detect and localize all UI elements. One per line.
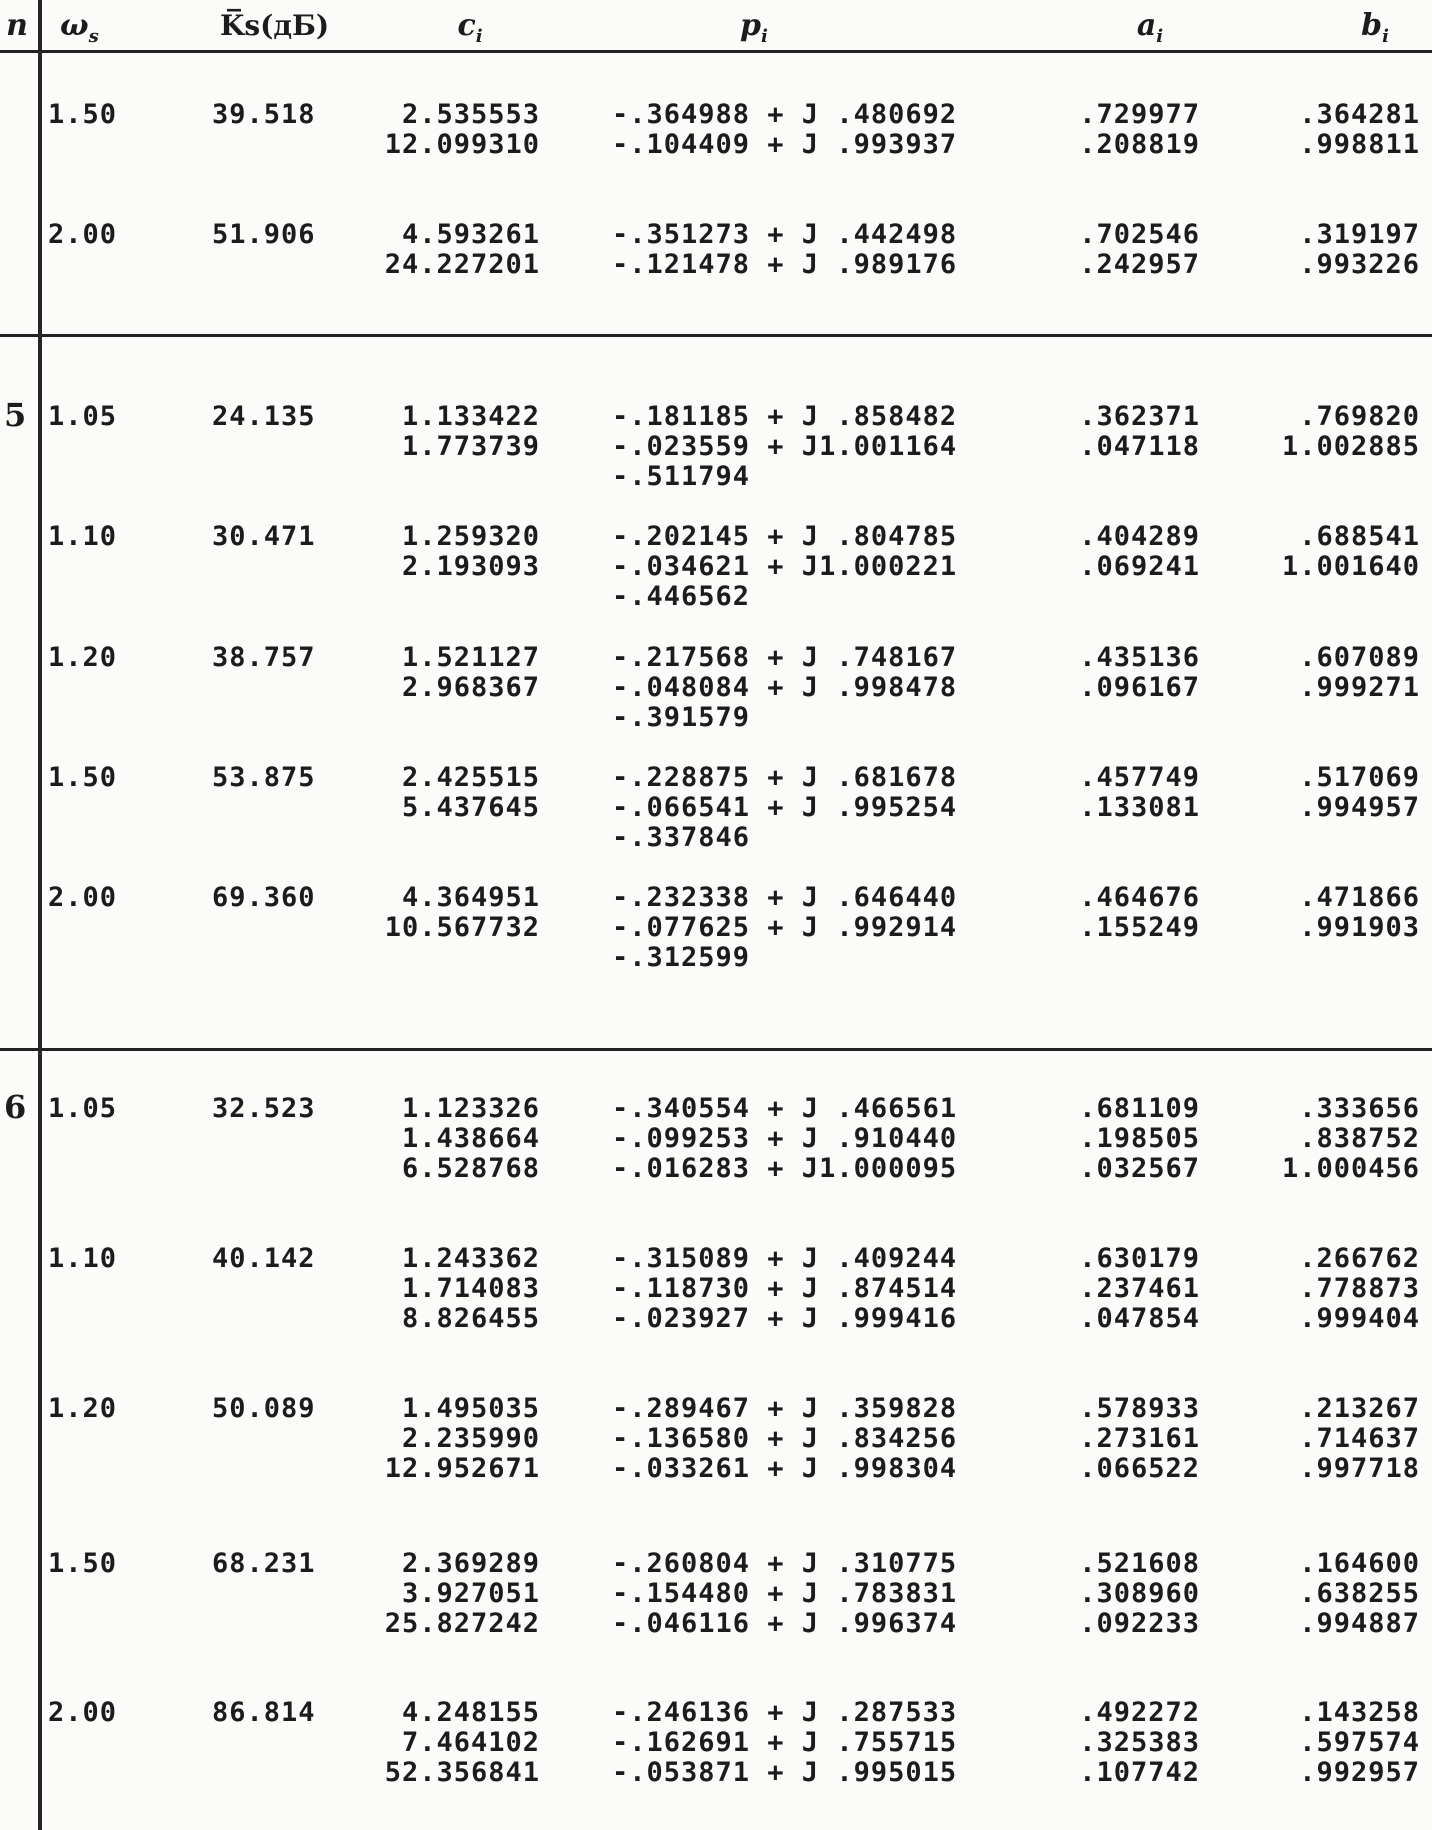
header-omega-sub: s (88, 26, 99, 47)
cell-p (612, 402, 957, 492)
cell-line: -.023559 + J1.001164 (612, 431, 958, 462)
cell-line: -.232338 + J .646440 (612, 882, 958, 913)
cell-line: .364281 (1299, 99, 1420, 130)
cell-ws: 2.00 (48, 219, 118, 250)
order-label: 5 (4, 396, 27, 434)
cell-line: -.053871 + J .995015 (612, 1757, 958, 1788)
section-divider (0, 334, 1432, 337)
cell-c (350, 1094, 540, 1184)
cell-line: -.033261 + J .998304 (612, 1453, 958, 1484)
cell-line: -.046116 + J .996374 (612, 1608, 958, 1639)
cell-ws: 1.20 (48, 1393, 118, 1424)
cell-b (1250, 1094, 1420, 1184)
cell-line: .607089 (1299, 642, 1420, 673)
cell-line: .325383 (1079, 1727, 1200, 1758)
cell-line: .092233 (1079, 1608, 1200, 1639)
cell-line: .047118 (1079, 431, 1200, 462)
cell-line: .630179 (1079, 1243, 1200, 1274)
cell-line: -.136580 + J .834256 (612, 1423, 958, 1454)
cell-b (1250, 1244, 1420, 1334)
cell-line: 25.827242 (384, 1608, 540, 1639)
cell-line: -.181185 + J .858482 (612, 401, 958, 432)
cell-line: .047854 (1079, 1303, 1200, 1334)
cell-p (612, 1698, 957, 1788)
cell-line: .435136 (1079, 642, 1200, 673)
cell-ws: 1.10 (48, 1243, 118, 1274)
header-a-text: a (1136, 8, 1157, 43)
cell-ws: 1.50 (48, 1548, 118, 1579)
order-label: 6 (4, 1088, 27, 1126)
cell-line: 1.001640 (1281, 551, 1420, 582)
cell-line: 1.714083 (401, 1273, 540, 1304)
cell-line: .198505 (1079, 1123, 1200, 1154)
cell-ks: 39.518 (212, 99, 316, 130)
cell-p (612, 1244, 957, 1334)
cell-c (350, 522, 540, 582)
cell-line: .993226 (1299, 249, 1420, 280)
cell-line: 2.369289 (401, 1548, 540, 1579)
cell-p (612, 100, 957, 160)
header-b-sub: i (1382, 26, 1389, 47)
cell-line: -.511794 (612, 461, 751, 492)
cell-line: 2.425515 (401, 762, 540, 793)
section-divider (0, 1048, 1432, 1051)
cell-line: 24.227201 (384, 249, 540, 280)
cell-p (612, 763, 957, 853)
cell-a (1050, 1394, 1200, 1484)
cell-line: .702546 (1079, 219, 1200, 250)
cell-c (350, 1698, 540, 1788)
cell-a (1050, 643, 1200, 703)
cell-a (1050, 220, 1200, 280)
cell-line: -.228875 + J .681678 (612, 762, 958, 793)
cell-line: .164600 (1299, 1548, 1420, 1579)
cell-line: .208819 (1079, 129, 1200, 160)
cell-line: -.162691 + J .755715 (612, 1727, 958, 1758)
cell-c (350, 1394, 540, 1484)
cell-line: -.446562 (612, 581, 751, 612)
cell-b (1250, 100, 1420, 160)
cell-b (1250, 1549, 1420, 1639)
cell-ws: 1.05 (48, 401, 118, 432)
cell-c (350, 402, 540, 462)
cell-ks: 51.906 (212, 219, 316, 250)
cell-line: .143258 (1299, 1697, 1420, 1728)
cell-a (1050, 883, 1200, 943)
cell-ks: 38.757 (212, 642, 316, 673)
cell-line: .688541 (1299, 521, 1420, 552)
cell-a (1050, 402, 1200, 462)
cell-line: -.066541 + J .995254 (612, 792, 958, 823)
cell-c (350, 883, 540, 943)
cell-line: .237461 (1079, 1273, 1200, 1304)
cell-line: .471866 (1299, 882, 1420, 913)
cell-line: .638255 (1299, 1578, 1420, 1609)
cell-a (1050, 1244, 1200, 1334)
cell-line: -.154480 + J .783831 (612, 1578, 958, 1609)
cell-line: .242957 (1079, 249, 1200, 280)
cell-line: 1.773739 (401, 431, 540, 462)
cell-line: .464676 (1079, 882, 1200, 913)
cell-line: .997718 (1299, 1453, 1420, 1484)
cell-line: 4.248155 (401, 1697, 540, 1728)
cell-line: -.023927 + J .999416 (612, 1303, 958, 1334)
cell-p (612, 1394, 957, 1484)
cell-line: 1.259320 (401, 521, 540, 552)
cell-line: 5.437645 (401, 792, 540, 823)
cell-p (612, 1549, 957, 1639)
cell-line: -.364988 + J .480692 (612, 99, 958, 130)
cell-b (1250, 402, 1420, 462)
header-c-text: c (457, 8, 476, 43)
cell-line: .273161 (1079, 1423, 1200, 1454)
cell-line: .107742 (1079, 1757, 1200, 1788)
cell-line: 10.567732 (384, 912, 540, 943)
cell-ks: 32.523 (212, 1093, 316, 1124)
cell-a (1050, 1549, 1200, 1639)
cell-line: -.289467 + J .359828 (612, 1393, 958, 1424)
cell-line: .155249 (1079, 912, 1200, 943)
cell-ws: 2.00 (48, 1697, 118, 1728)
cell-line: -.202145 + J .804785 (612, 521, 958, 552)
header-p (740, 0, 820, 52)
cell-line: .994957 (1299, 792, 1420, 823)
cell-line: -.118730 + J .874514 (612, 1273, 958, 1304)
cell-ks: 24.135 (212, 401, 316, 432)
cell-line: .994887 (1299, 1608, 1420, 1639)
header-a (1120, 0, 1180, 52)
cell-a (1050, 522, 1200, 582)
cell-line: .069241 (1079, 551, 1200, 582)
cell-line: 1.002885 (1281, 431, 1420, 462)
cell-c (350, 100, 540, 160)
cell-line: .032567 (1079, 1153, 1200, 1184)
cell-line: .517069 (1299, 762, 1420, 793)
cell-ws: 2.00 (48, 882, 118, 913)
cell-b (1250, 1698, 1420, 1788)
cell-line: .362371 (1079, 401, 1200, 432)
cell-line: 1.521127 (401, 642, 540, 673)
cell-line: -.260804 + J .310775 (612, 1548, 958, 1579)
header-c (440, 0, 500, 52)
cell-line: 52.356841 (384, 1757, 540, 1788)
cell-line: .597574 (1299, 1727, 1420, 1758)
cell-line: .457749 (1079, 762, 1200, 793)
header-p-sub: i (760, 26, 768, 47)
cell-a (1050, 1698, 1200, 1788)
cell-ks: 68.231 (212, 1548, 316, 1579)
cell-line: 1.495035 (401, 1393, 540, 1424)
cell-line: .769820 (1299, 401, 1420, 432)
cell-line: -.351273 + J .442498 (612, 219, 958, 250)
cell-ws: 1.50 (48, 99, 118, 130)
cell-ks: 69.360 (212, 882, 316, 913)
cell-line: 2.968367 (401, 672, 540, 703)
cell-line: 4.593261 (401, 219, 540, 250)
cell-c (350, 643, 540, 703)
cell-a (1050, 1094, 1200, 1184)
cell-line: .213267 (1299, 1393, 1420, 1424)
header-a-sub: i (1156, 26, 1164, 47)
cell-line: 1.133422 (401, 401, 540, 432)
cell-line: .992957 (1299, 1757, 1420, 1788)
cell-line: .404289 (1079, 521, 1200, 552)
cell-line: -.121478 + J .989176 (612, 249, 958, 280)
cell-line: -.340554 + J .466561 (612, 1093, 958, 1124)
cell-p (612, 1094, 957, 1184)
cell-line: .319197 (1299, 219, 1420, 250)
cell-line: -.104409 + J .993937 (612, 129, 958, 160)
cell-line: 2.535553 (401, 99, 540, 130)
cell-c (350, 220, 540, 280)
cell-line: .066522 (1079, 1453, 1200, 1484)
cell-ks: 86.814 (212, 1697, 316, 1728)
cell-b (1250, 883, 1420, 943)
cell-b (1250, 522, 1420, 582)
cell-line: 1.243362 (401, 1243, 540, 1274)
cell-a (1050, 100, 1200, 160)
cell-line: .998811 (1299, 129, 1420, 160)
cell-line: 4.364951 (401, 882, 540, 913)
cell-line: .521608 (1079, 1548, 1200, 1579)
cell-ws: 1.50 (48, 762, 118, 793)
cell-b (1250, 643, 1420, 703)
cell-p (612, 883, 957, 973)
cell-line: 2.193093 (401, 551, 540, 582)
cell-p (612, 643, 957, 733)
cell-line: .681109 (1079, 1093, 1200, 1124)
cell-line: .729977 (1079, 99, 1200, 130)
cell-line: -.315089 + J .409244 (612, 1243, 958, 1274)
cell-c (350, 1549, 540, 1639)
column-divider (38, 0, 42, 1830)
cell-b (1250, 1394, 1420, 1484)
cell-ks: 40.142 (212, 1243, 316, 1274)
header-n: n (6, 8, 28, 43)
cell-b (1250, 220, 1420, 280)
cell-line: -.048084 + J .998478 (612, 672, 958, 703)
header-b-text: b (1361, 8, 1383, 43)
cell-line: -.034621 + J1.000221 (612, 551, 958, 582)
cell-line: 2.235990 (401, 1423, 540, 1454)
cell-line: .578933 (1079, 1393, 1200, 1424)
cell-line: .991903 (1299, 912, 1420, 943)
cell-line: -.312599 (612, 942, 751, 973)
cell-line: -.337846 (612, 822, 751, 853)
cell-line: .838752 (1299, 1123, 1420, 1154)
cell-line: .999271 (1299, 672, 1420, 703)
header-p-text: p (740, 8, 761, 43)
cell-b (1250, 763, 1420, 823)
cell-line: 8.826455 (401, 1303, 540, 1334)
cell-ks: 50.089 (212, 1393, 316, 1424)
cell-line: 12.099310 (384, 129, 540, 160)
cell-line: .096167 (1079, 672, 1200, 703)
cell-line: 1.000456 (1281, 1153, 1420, 1184)
cell-line: .999404 (1299, 1303, 1420, 1334)
cell-ws: 1.20 (48, 642, 118, 673)
cell-c (350, 1244, 540, 1334)
cell-ws: 1.05 (48, 1093, 118, 1124)
header-rule (0, 50, 1432, 53)
cell-line: .714637 (1299, 1423, 1420, 1454)
header-b (1345, 0, 1405, 52)
cell-line: -.391579 (612, 702, 751, 733)
cell-line: -.246136 + J .287533 (612, 1697, 958, 1728)
header-omega-s (60, 0, 140, 52)
cell-ks: 53.875 (212, 762, 316, 793)
header-omega-text: ω (60, 8, 89, 43)
cell-line: -.217568 + J .748167 (612, 642, 958, 673)
cell-line: 1.438664 (401, 1123, 540, 1154)
cell-line: .308960 (1079, 1578, 1200, 1609)
cell-a (1050, 763, 1200, 823)
header-ks-db: K̅s(дБ) (220, 9, 330, 42)
cell-ws: 1.10 (48, 521, 118, 552)
cell-line: -.016283 + J1.000095 (612, 1153, 958, 1184)
header-c-sub: i (475, 26, 483, 47)
cell-line: 3.927051 (401, 1578, 540, 1609)
cell-line: .492272 (1079, 1697, 1200, 1728)
cell-line: .266762 (1299, 1243, 1420, 1274)
cell-line: -.099253 + J .910440 (612, 1123, 958, 1154)
cell-line: .333656 (1299, 1093, 1420, 1124)
cell-p (612, 220, 957, 280)
cell-line: .133081 (1079, 792, 1200, 823)
cell-c (350, 763, 540, 823)
cell-line: 7.464102 (401, 1727, 540, 1758)
cell-p (612, 522, 957, 612)
cell-line: 12.952671 (384, 1453, 540, 1484)
cell-line: .778873 (1299, 1273, 1420, 1304)
cell-ks: 30.471 (212, 521, 316, 552)
cell-line: 1.123326 (401, 1093, 540, 1124)
cell-line: -.077625 + J .992914 (612, 912, 958, 943)
cell-line: 6.528768 (401, 1153, 540, 1184)
